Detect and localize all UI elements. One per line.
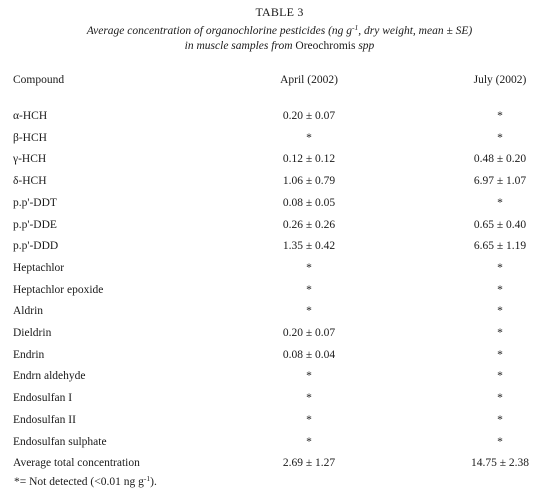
cell-july: *	[497, 436, 503, 448]
cell-july: *	[497, 110, 503, 122]
table-caption-line-2	[0, 39, 559, 54]
table-row	[0, 325, 559, 341]
cell-april: 0.08 ± 0.05	[282, 197, 336, 209]
cell-compound: Average total concentration	[13, 457, 140, 469]
caption-text: Average concentration of organochlorine pesticides (ng g	[86, 25, 353, 37]
cell-july: *	[497, 305, 503, 317]
table-row	[0, 238, 559, 254]
cell-compound: Endosulfan sulphate	[13, 436, 107, 448]
cell-compound: β-HCH	[13, 132, 47, 144]
cell-compound: Endosulfan II	[13, 414, 76, 426]
caption-genus: Oreochromis	[295, 40, 356, 52]
cell-april: 0.12 ± 0.12	[282, 153, 336, 165]
cell-april: *	[306, 414, 312, 426]
cell-compound: Heptachlor	[13, 262, 65, 274]
caption-text-end: spp	[355, 40, 375, 52]
footnote-text-end: ).	[150, 476, 157, 488]
cell-compound: p.p'-DDT	[13, 197, 57, 209]
table-row	[0, 368, 559, 384]
caption-text-end: , dry weight, mean ± SE)	[358, 25, 473, 37]
cell-april: *	[306, 305, 312, 317]
table-row	[0, 260, 559, 276]
table-row	[0, 434, 559, 450]
cell-compound: Endrn aldehyde	[13, 370, 86, 382]
cell-compound: γ-HCH	[13, 153, 47, 165]
header-july: July (2002)	[473, 74, 527, 86]
table-row	[0, 455, 559, 471]
cell-april: *	[306, 284, 312, 296]
cell-compound: δ-HCH	[13, 175, 47, 187]
footnote-text: *= Not detected (<0.01 ng g	[14, 476, 144, 488]
caption-text: in muscle samples from	[184, 40, 296, 52]
cell-april: *	[306, 262, 312, 274]
table-row	[0, 390, 559, 406]
cell-compound: Aldrin	[13, 305, 44, 317]
cell-compound: Dieldrin	[13, 327, 52, 339]
cell-july: *	[497, 132, 503, 144]
cell-april: 1.06 ± 0.79	[282, 175, 336, 187]
cell-july: *	[497, 414, 503, 426]
cell-july: *	[497, 197, 503, 209]
header-compound: Compound	[13, 74, 65, 86]
table-row	[0, 282, 559, 298]
cell-july: *	[497, 392, 503, 404]
table-row	[0, 108, 559, 124]
cell-april: 0.20 ± 0.07	[282, 110, 336, 122]
table-caption-line-1	[0, 20, 559, 39]
table-row	[0, 412, 559, 428]
table-header-row	[0, 74, 559, 90]
table-row	[0, 173, 559, 189]
cell-compound: Endosulfan I	[13, 392, 73, 404]
table-row	[0, 303, 559, 319]
cell-july: *	[497, 349, 503, 361]
header-april: April (2002)	[280, 74, 338, 86]
cell-july: *	[497, 327, 503, 339]
cell-july: 0.48 ± 0.20	[473, 153, 527, 165]
table-footnote	[14, 474, 157, 488]
cell-april: *	[306, 392, 312, 404]
cell-july: *	[497, 262, 503, 274]
table-row	[0, 217, 559, 233]
cell-compound: p.p'-DDE	[13, 219, 57, 231]
cell-compound: α-HCH	[13, 110, 48, 122]
cell-july: *	[497, 370, 503, 382]
table-row	[0, 130, 559, 146]
table-row	[0, 195, 559, 211]
cell-april: 0.26 ± 0.26	[282, 219, 336, 231]
cell-compound: p.p'-DDD	[13, 240, 59, 252]
footnote-superscript: -1	[143, 474, 151, 483]
cell-april: 0.08 ± 0.04	[282, 349, 336, 361]
cell-compound: Endrin	[13, 349, 45, 361]
table-row	[0, 151, 559, 167]
table-label: TABLE 3	[255, 5, 304, 19]
table-row	[0, 347, 559, 363]
table-title-block	[0, 5, 559, 54]
cell-compound: Heptachlor epoxide	[13, 284, 104, 296]
cell-july: 0.65 ± 0.40	[473, 219, 527, 231]
cell-july: *	[497, 284, 503, 296]
cell-april: 2.69 ± 1.27	[282, 457, 336, 469]
cell-april: *	[306, 132, 312, 144]
cell-april: 1.35 ± 0.42	[282, 240, 336, 252]
cell-april: 0.20 ± 0.07	[282, 327, 336, 339]
cell-july: 6.65 ± 1.19	[473, 240, 527, 252]
caption-superscript: -1	[352, 23, 359, 32]
cell-april: *	[306, 370, 312, 382]
cell-july: 6.97 ± 1.07	[473, 175, 527, 187]
cell-july: 14.75 ± 2.38	[470, 457, 530, 469]
cell-april: *	[306, 436, 312, 448]
